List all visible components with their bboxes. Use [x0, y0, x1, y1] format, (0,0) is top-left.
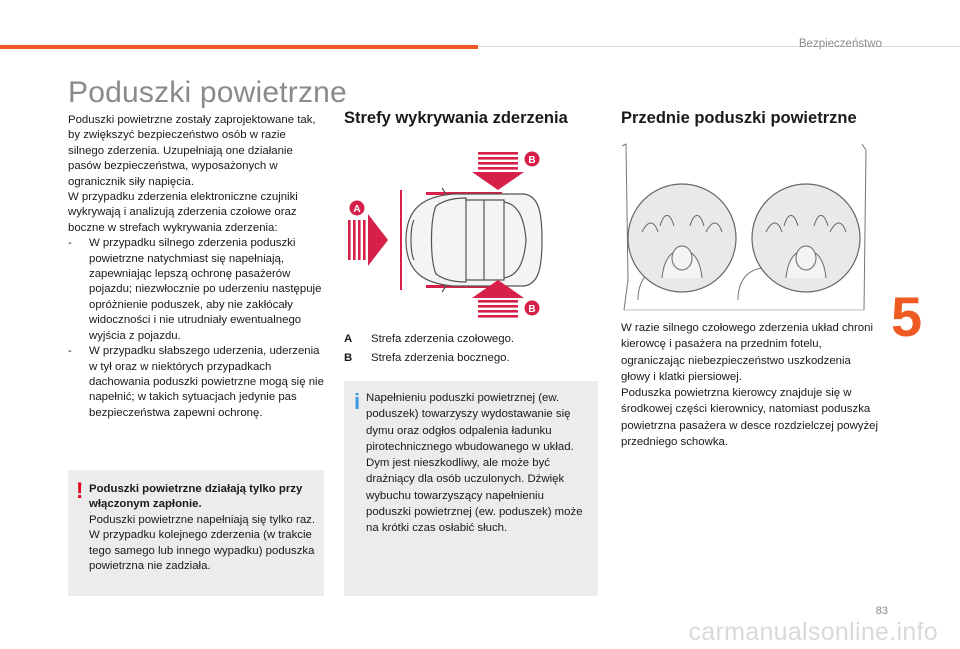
page-number: 83 — [875, 605, 888, 617]
intro-text — [68, 113, 324, 421]
passenger-airbag-icon — [752, 184, 860, 292]
header-accent-bar — [0, 45, 478, 49]
list-item: - W przypadku słabszego uderzenia, uderzenia w tył oraz w niektórych przypadkach dachowania poduszki powietrzne mogą się nie napełnić; w takich sytuacjach jedynie pas bezpieczeństwa zapewni ochronę. — [68, 345, 324, 419]
chapter-number: 5 — [891, 285, 923, 348]
list-item: - W przypadku silnego zderzenia poduszki powietrzne natychmiast się napełniają, zapewniając lepszą ochronę pasażerów pojazdu; niezwłocznie po uderzeniu następuje opróżnienie poduszek, aby nie zakłócały widoczności i nie utrudniały ewentualnego wyjścia z pojazdu. — [68, 237, 322, 342]
info-icon: i — [354, 389, 361, 414]
warning-body: Poduszki powietrzne napełniają się tylko raz. W przypadku kolejnego zderzenia (w trakcie tego samego lub innego wypadku) poduszka powietrzna nie zadziała. — [89, 513, 316, 573]
front-paragraph-1: W razie silnego czołowego zderzenia układ chroni kierowcę i pasażera na przednim fotelu, ograniczając niebezpieczeństwo uszkodzenia głowy i klatki piersiowej. — [621, 322, 873, 383]
front-airbags-heading: Przednie poduszki powietrzne — [621, 109, 857, 127]
front-zone-line — [400, 190, 402, 290]
driver-airbag-icon — [628, 184, 736, 292]
label-b-top: B — [528, 155, 536, 166]
warning-title: Poduszki powietrzne działają tylko przy włączonym zapłonie. — [89, 483, 303, 511]
car-top-view — [406, 188, 542, 292]
crash-zones-diagram — [344, 148, 544, 326]
front-paragraph-2: Poduszka powietrzna kierowcy znajduje się w środkowej części kierownicy, natomiast poduszka powietrzna pasażera w desce rozdzielczej powyżej przedniego schowka. — [621, 387, 879, 449]
front-airbags-illustration — [618, 140, 868, 312]
label-b-bottom: B — [528, 304, 536, 315]
info-box — [344, 381, 598, 596]
intro-paragraph-1: Poduszki powietrzne zostały zaprojektowane tak, by zwiększyć bezpieczeństwo osób w razie silnego zderzenia. Uzupełniają one działanie pasów bezpieczeństwa, wyposażonych w ogranicznik siły napięcia. — [68, 114, 316, 188]
page-title: Poduszki powietrzne — [68, 76, 347, 109]
intro-paragraph-2: W przypadku zderzenia elektroniczne czujniki wykrywają i analizują zderzenia czołowe oraz boczne w strefach wykrywania zderzenia: — [68, 191, 298, 234]
header-rule — [478, 46, 960, 47]
zones-legend — [344, 330, 514, 368]
front-airbags-text — [621, 320, 879, 450]
front-impact-arrow — [348, 214, 388, 266]
info-body: Napełnieniu poduszki powietrznej (ew. poduszek) towarzyszy wydostawanie się dymu oraz odgłos odpalenia ładunku pirotechnicznego wbudowanego w układ. Dym jest nieszkodliwy, ale może być drażniący dla osób uczulonych. Dźwięk wybuchu towarzyszący napełnieniu poduszki powietrznej (ew. poduszek) może na krótki czas osłabić słuch. — [366, 392, 583, 535]
legend-row-b: B Strefa zderzenia bocznego. — [344, 352, 510, 364]
section-name: Bezpieczeństwo — [798, 38, 882, 50]
watermark: carmanualsonline.info — [688, 618, 938, 646]
warning-box — [68, 470, 324, 596]
zones-heading: Strefy wykrywania zderzenia — [344, 109, 568, 127]
side-impact-arrow-top — [472, 152, 524, 190]
label-a: A — [353, 204, 361, 215]
legend-row-a: A Strefa zderzenia czołowego. — [344, 333, 515, 345]
warning-icon: ! — [76, 478, 84, 503]
